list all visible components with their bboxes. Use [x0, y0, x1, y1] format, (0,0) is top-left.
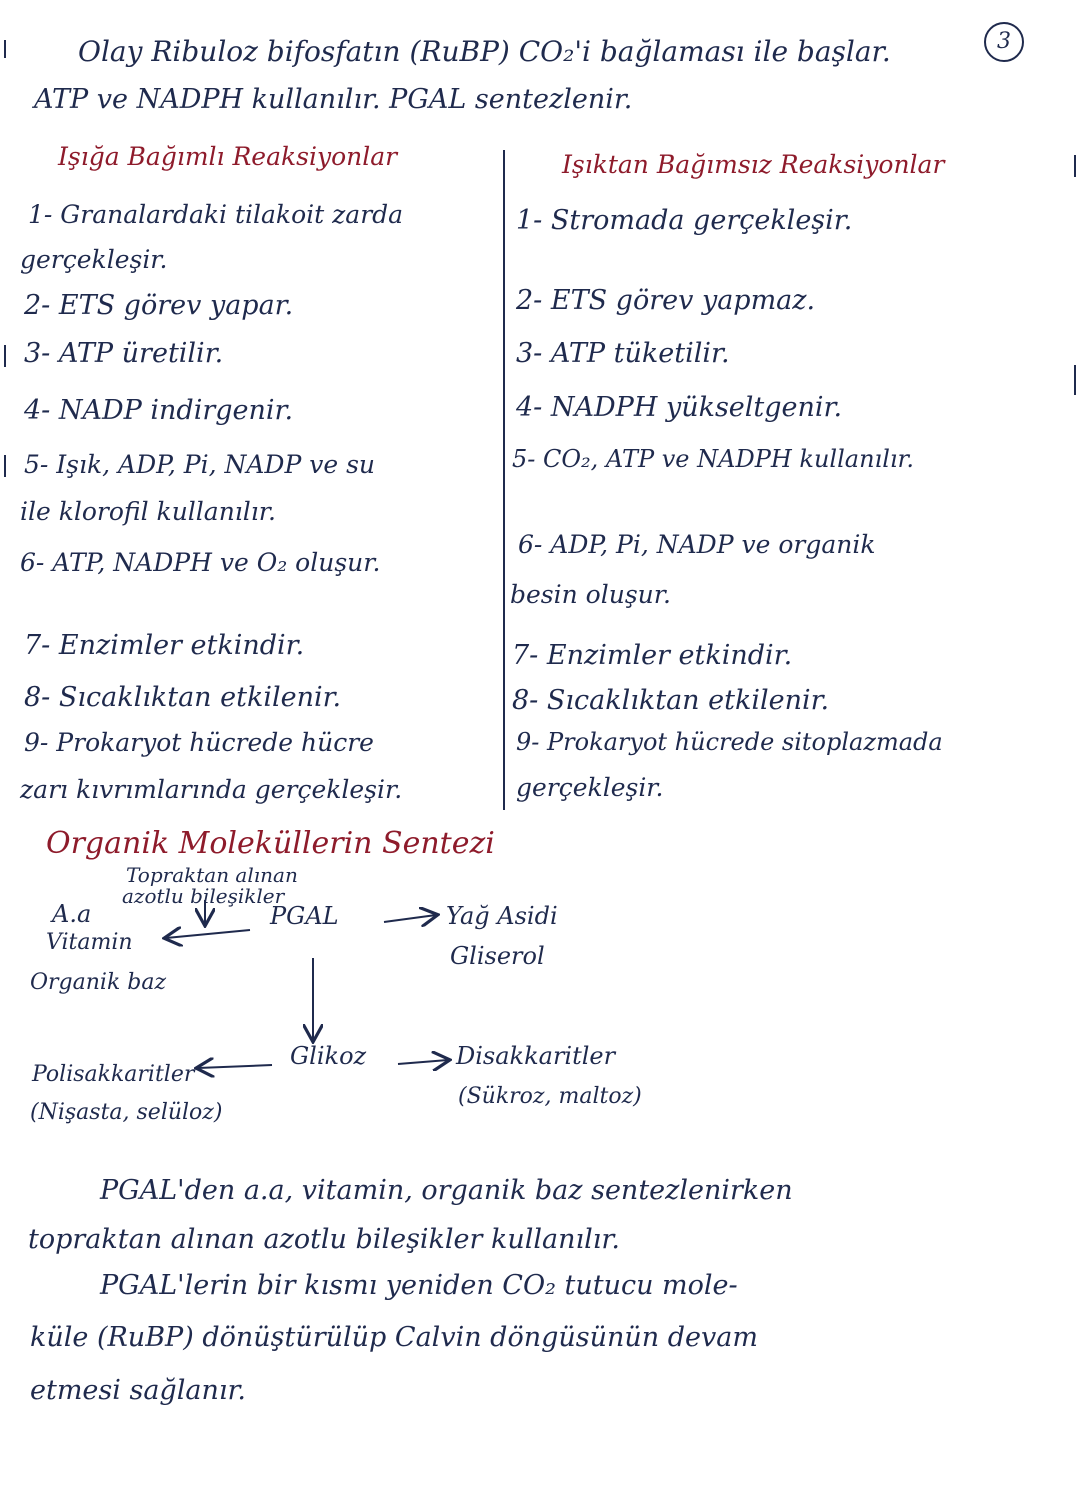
intro-line-1: Olay Ribuloz bifosfatın (RuBP) CO₂'i bağlaması ile başlar. [78, 35, 891, 68]
closing-p2-line-1: PGAL'lerin bir kısmı yeniden CO₂ tutucu mole- [100, 1270, 738, 1301]
pgal-to-fatty-acid-arrow [384, 915, 436, 922]
left-item-3: 3- ATP üretilir. [24, 338, 224, 369]
left-item-1a: 1- Granalardaki tilakoit zarda [28, 200, 404, 229]
left-item-9a: 9- Prokaryot hücrede hücre [24, 728, 374, 757]
intro-line-2: ATP ve NADPH kullanılır. PGAL sentezlenir. [34, 84, 633, 115]
left-column-heading: Işığa Bağımlı Reaksiyonlar [58, 142, 398, 171]
right-item-7: 7- Enzimler etkindir. [512, 640, 793, 671]
closing-p2-line-2: küle (RuBP) dönüştürülüp Calvin döngüsünün devam [30, 1322, 758, 1353]
left-item-1b: gerçekleşir. [20, 245, 168, 274]
glucose-to-polysaccharides-arrow [198, 1065, 272, 1068]
pgal-to-vitamin-arrow [166, 930, 250, 938]
closing-p2-line-3: etmesi sağlanır. [30, 1375, 246, 1406]
right-column-heading: Işıktan Bağımsız Reaksiyonlar [562, 150, 945, 179]
right-item-9a: 9- Prokaryot hücrede sitoplazmada [516, 728, 943, 756]
right-item-6b: besin oluşur. [510, 580, 671, 609]
closing-p1-line-2: topraktan alınan azotlu bileşikler kullanılır. [28, 1224, 620, 1255]
left-item-6: 6- ATP, NADPH ve O₂ oluşur. [20, 548, 381, 577]
right-item-4: 4- NADPH yükseltgenir. [516, 392, 843, 423]
vitamin-label: Vitamin [46, 930, 133, 955]
glucose-label: Glikoz [290, 1042, 367, 1070]
left-item-4: 4- NADP indirgenir. [24, 395, 294, 426]
disaccharide-examples: (Sükroz, maltoz) [458, 1084, 642, 1109]
right-item-3: 3- ATP tüketilir. [516, 338, 730, 369]
closing-p1-line-1: PGAL'den a.a, vitamin, organik baz sentezlenirken [100, 1175, 793, 1206]
page-number: 3 [984, 22, 1024, 62]
glucose-to-disaccharides-arrow [398, 1060, 448, 1064]
left-item-7: 7- Enzimler etkindir. [24, 630, 305, 661]
glycerol-label: Gliserol [450, 942, 545, 970]
polysaccharides-label: Polisakkaritler [32, 1062, 195, 1087]
amino-acid-label: A.a [52, 900, 92, 928]
right-item-1: 1- Stromada gerçekleşir. [516, 205, 853, 236]
right-item-5: 5- CO₂, ATP ve NADPH kullanılır. [512, 445, 915, 473]
organic-base-label: Organik baz [30, 970, 167, 995]
soil-nitrogen-line-2: azotlu bileşikler [122, 884, 285, 908]
fatty-acid-label: Yağ Asidi [446, 902, 558, 930]
right-item-9b: gerçekleşir. [516, 773, 664, 802]
left-item-8: 8- Sıcaklıktan etkilenir. [24, 682, 342, 713]
soil-nitrogen-line-1: Topraktan alınan [126, 863, 298, 887]
pgal-label: PGAL [270, 902, 339, 930]
disaccharides-label: Disakkaritler [456, 1042, 616, 1070]
left-item-5a: 5- Işık, ADP, Pi, NADP ve su [24, 450, 376, 479]
left-item-5b: ile klorofil kullanılır. [20, 497, 276, 526]
synthesis-heading: Organik Moleküllerin Sentezi [46, 826, 495, 861]
polysaccharide-examples: (Nişasta, selüloz) [30, 1100, 223, 1125]
left-item-9b: zarı kıvrımlarında gerçekleşir. [20, 775, 403, 804]
right-item-8: 8- Sıcaklıktan etkilenir. [512, 685, 830, 716]
right-item-2: 2- ETS görev yapmaz. [516, 285, 816, 316]
right-item-6a: 6- ADP, Pi, NADP ve organik [518, 530, 876, 559]
left-item-2: 2- ETS görev yapar. [24, 290, 294, 321]
